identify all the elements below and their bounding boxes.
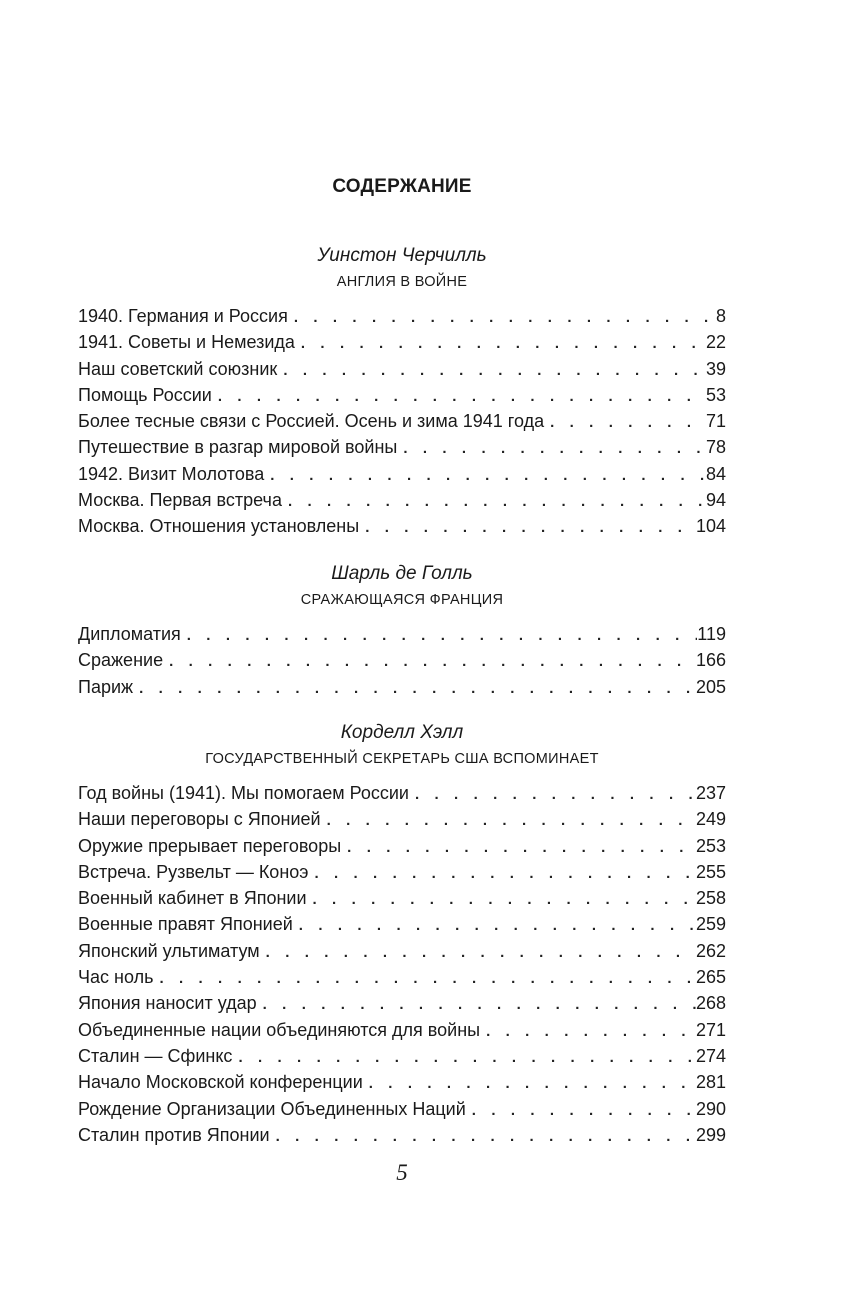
dot-leader — [299, 913, 696, 939]
toc-entry — [78, 621, 726, 647]
dot-leader — [369, 1071, 696, 1097]
toc-entry-page: 104 — [695, 516, 726, 537]
dot-leader — [314, 861, 696, 887]
toc-entry — [78, 780, 726, 806]
toc-entry — [78, 911, 726, 937]
toc-entry-page: 253 — [695, 835, 726, 856]
toc-entry-page: 271 — [695, 1019, 726, 1040]
dot-leader — [301, 331, 706, 357]
toc-entry-title: Париж — [78, 676, 134, 697]
toc-entry-title: Дипломатия — [78, 624, 181, 644]
section-book-title: АНГЛИЯ В ВОЙНЕ — [336, 274, 468, 290]
toc-entry — [78, 806, 726, 832]
section-author: Корделл Хэлл — [340, 722, 464, 743]
dot-leader — [403, 436, 706, 462]
toc-entry-page: 299 — [695, 1124, 726, 1145]
toc-entry-title: Рождение Организации Объединенных Наций — [78, 1098, 466, 1119]
toc-entry-title: Япония наносит удар — [78, 993, 257, 1014]
toc-entry — [78, 885, 726, 911]
toc-entry-page: 94 — [705, 490, 726, 511]
toc-entry-title: Сталин против Японии — [78, 1124, 270, 1145]
toc-entry-title: Более тесные связи с Россией. Осень и зима 1941 года — [78, 411, 545, 432]
toc-entry-page: 265 — [695, 967, 726, 988]
toc-entry-title: Сражение — [78, 650, 164, 671]
dot-leader — [365, 515, 696, 541]
toc-entry — [78, 408, 726, 434]
toc-entry — [78, 382, 726, 408]
section-book-title: СРАЖАЮЩАЯСЯ ФРАНЦИЯ — [300, 592, 504, 608]
toc-entry — [78, 647, 726, 673]
dot-leader — [294, 305, 716, 331]
toc-entry-title: Сталин — Сфинкс — [78, 1045, 233, 1066]
dot-leader — [283, 358, 706, 384]
toc-entry-title: Наши переговоры с Японией — [78, 809, 321, 830]
toc-entry — [78, 513, 726, 539]
toc-entry — [78, 674, 726, 700]
toc-entry — [78, 990, 726, 1016]
toc-entry-page: 119 — [697, 624, 726, 644]
toc-list — [78, 303, 726, 540]
toc-entry-page: 262 — [695, 940, 726, 961]
toc-entry — [78, 356, 726, 382]
toc-entry-page: 255 — [695, 861, 726, 882]
toc-entry-page: 205 — [695, 676, 726, 697]
toc-entry-title: Оружие прерывает переговоры — [78, 835, 342, 856]
toc-entry-page: 268 — [695, 993, 726, 1014]
section-churchill — [78, 243, 726, 540]
toc-entry-title: 1940. Германия и Россия — [78, 306, 288, 326]
toc-entry-page: 78 — [705, 437, 726, 458]
toc-entry-page: 71 — [705, 411, 726, 432]
dot-leader — [347, 835, 696, 861]
toc-entry-title: Наш советский союзник — [78, 358, 278, 379]
toc-entry — [78, 434, 726, 460]
toc-entry — [78, 329, 726, 355]
toc-entry-page: 237 — [695, 783, 726, 803]
dot-leader — [550, 410, 706, 436]
dot-leader — [288, 489, 706, 515]
contents-page — [78, 0, 726, 1311]
toc-entry-title: Встреча. Рузвельт — Коноэ — [78, 861, 309, 882]
toc-entry-page: 259 — [695, 914, 726, 935]
dot-leader — [159, 966, 696, 992]
dot-leader — [187, 623, 698, 649]
page-title: СОДЕРЖАНИЕ — [332, 176, 472, 197]
toc-entry-title: Москва. Первая встреча — [78, 490, 282, 511]
toc-entry — [78, 1122, 726, 1148]
toc-list — [78, 621, 726, 700]
toc-entry-page: 53 — [705, 384, 726, 405]
toc-entry-title: Час ноль — [78, 967, 154, 988]
dot-leader — [238, 1045, 696, 1071]
toc-entry-page: 274 — [695, 1045, 726, 1066]
section-hull — [78, 720, 726, 1148]
dot-leader — [270, 463, 706, 489]
dot-leader — [313, 887, 696, 913]
toc-entry-page: 39 — [705, 358, 726, 379]
toc-entry — [78, 487, 726, 513]
toc-entry — [78, 1069, 726, 1095]
toc-entry-page: 249 — [695, 809, 726, 830]
toc-entry-title: Начало Московской конференции — [78, 1072, 363, 1093]
toc-entry-title: Военный кабинет в Японии — [78, 888, 307, 909]
toc-entry-title: Японский ультиматум — [78, 940, 260, 961]
toc-entry-title: Объединенные нации объединяются для войны — [78, 1019, 481, 1040]
toc-entry-page: 22 — [705, 332, 726, 353]
section-author: Уинстон Черчилль — [317, 245, 487, 266]
toc-entry — [78, 461, 726, 487]
toc-entry-page: 281 — [695, 1072, 726, 1093]
toc-entry-page: 290 — [695, 1098, 726, 1119]
toc-entry-page: 258 — [695, 888, 726, 909]
toc-entry — [78, 1096, 726, 1122]
dot-leader — [266, 940, 696, 966]
dot-leader — [169, 649, 696, 675]
toc-entry-title: Военные правят Японией — [78, 914, 293, 935]
dot-leader — [276, 1124, 696, 1150]
dot-leader — [472, 1098, 696, 1124]
toc-entry — [78, 303, 726, 329]
section-book-title: ГОСУДАРСТВЕННЫЙ СЕКРЕТАРЬ США ВСПОМИНАЕТ — [205, 751, 599, 767]
toc-entry-title: Путешествие в разгар мировой войны — [78, 437, 398, 458]
dot-leader — [139, 676, 696, 702]
toc-list — [78, 780, 726, 1148]
toc-entry — [78, 833, 726, 859]
toc-entry-title: 1941. Советы и Немезида — [78, 332, 295, 353]
dot-leader — [415, 782, 696, 808]
toc-entry-title: Москва. Отношения установлены — [78, 516, 360, 537]
toc-entry-title: Год войны (1941). Мы помогаем России — [78, 783, 409, 803]
toc-entry — [78, 938, 726, 964]
dot-leader — [263, 992, 696, 1018]
toc-entry-page: 8 — [715, 306, 726, 326]
dot-leader — [218, 384, 706, 410]
toc-entry-title: Помощь России — [78, 384, 212, 405]
section-author: Шарль де Голль — [331, 563, 473, 584]
toc-entry — [78, 1043, 726, 1069]
toc-entry-page: 84 — [705, 463, 726, 484]
toc-entry — [78, 859, 726, 885]
dot-leader — [327, 808, 696, 834]
toc-entry-page: 166 — [695, 650, 726, 671]
toc-entry — [78, 1017, 726, 1043]
page-number: 5 — [396, 1160, 408, 1185]
toc-entry-title: 1942. Визит Молотова — [78, 463, 265, 484]
toc-entry — [78, 964, 726, 990]
dot-leader — [486, 1019, 696, 1045]
section-de-gaulle — [78, 561, 726, 700]
